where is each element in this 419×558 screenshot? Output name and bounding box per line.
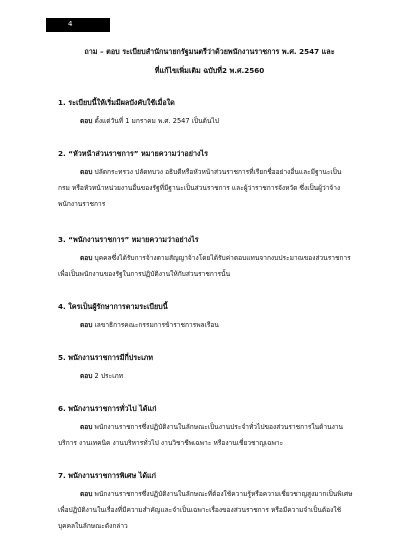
document-title-line-2: ที่แก้ไขเพิ่มเติม ฉบับที่2 พ.ศ.2560 [154,66,265,75]
question-4: 4. ใครเป็นผู้รักษาการตามระเบียบนี้ [58,302,168,311]
answer-label: ตอบ [80,321,93,329]
answer-label: ตอบ [80,117,93,125]
answer-3-line-2: เพื่อเป็นพนักงานของรัฐในการปฏิบัติงานให้กับส่วนราชการนั้น [58,270,231,278]
question-7: 7. พนักงานราชการพิเศษ ได้แก่ [58,471,156,480]
answer-label: ตอบ [80,423,93,431]
answer-2-line-2: กรม หรือหัวหน้าหน่วยงานอื่นของรัฐที่มีฐานะเป็นส่วนราชการ และผู้ว่าราชการจังหวัด ซึ่งเป็นผู้ว่าจ้าง [58,184,341,192]
page-number-tab [46,18,110,32]
page-number: 4 [68,20,73,28]
question-3: 3. “พนักงานราชการ” หมายความว่าอย่างไร [58,235,199,244]
answer-7-line-3: บุคคลในลักษณะดังกล่าว [58,522,128,530]
answer-2-line-3: พนักงานราชการ [58,200,106,208]
answer-label: ตอบ [80,372,93,380]
answer-6-line-1: ตอบ พนักงานราชการซึ่งปฏิบัติงานในลักษณะเป็นงานประจำทั่วไปของส่วนราชการในด้านงาน [80,423,344,431]
question-6: 6. พนักงานราชการทั่วไป ได้แก่ [58,404,157,413]
question-5: 5. พนักงานราชการมีกี่ประเภท [58,353,154,362]
answer-3-line-1: ตอบ บุคคลซึ่งได้รับการจ้างตามสัญญาจ้างโดยได้รับค่าตอบแทนจากงบประมาณของส่วนราชการ [80,254,351,262]
answer-7-line-1: ตอบ พนักงานราชการซึ่งปฏิบัติงานในลักษณะที่ต้องใช้ความรู้หรือความเชี่ยวชาญสูงมากเป็นพิเศษ [80,490,353,498]
answer-7-line-2: เพื่อปฏิบัติงานในเรื่องที่มีความสำคัญและจำเป็นเฉพาะเรื่องของส่วนราชการ หรือมีความจำเป็นต้องใช้ [58,506,342,514]
answer-2-line-1: ตอบ ปลัดกระทรวง ปลัดทบวง อธิบดีหรือหัวหน้าส่วนราชการที่เรียกชื่ออย่างอื่นและมีฐานะเป็น [80,168,342,176]
answer-5-line-1: ตอบ 2 ประเภท [80,372,124,380]
answer-label: ตอบ [80,490,93,498]
question-1: 1. ระเบียบนี้ให้เริ่มมีผลบังคับใช้เมื่อใด [58,98,175,107]
answer-4-line-1: ตอบ เลขาธิการคณะกรรมการข้าราชการพลเรือน [80,321,219,329]
document-title-line-1: ถาม – ตอบ ระเบียบสำนักนายกรัฐมนตรีว่าด้วยพนักงานราชการ พ.ศ. 2547 และ [84,47,335,56]
question-2: 2. “หัวหน้าส่วนราชการ” หมายความว่าอย่างไร [58,149,208,158]
answer-6-line-2: บริการ งานเทคนิค งานบริหารทั่วไป งานวิชาชีพเฉพาะ หรืองานเชี่ยวชาญเฉพาะ [58,439,284,447]
answer-label: ตอบ [80,254,93,262]
answer-1-line-1: ตอบ ตั้งแต่วันที่ 1 มกราคม พ.ศ. 2547 เป็นต้นไป [80,117,219,125]
answer-label: ตอบ [80,168,93,176]
